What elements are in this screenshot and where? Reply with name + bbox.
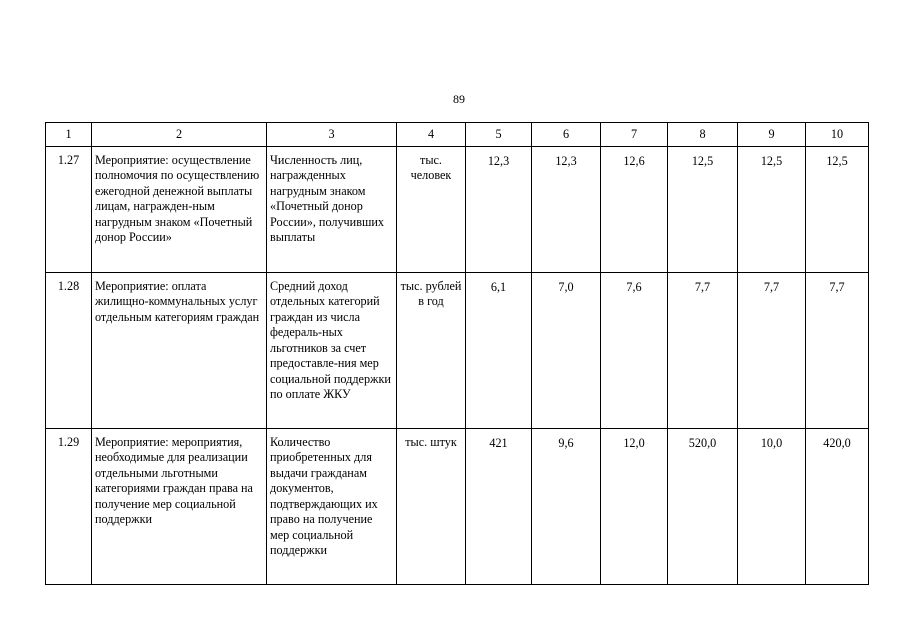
value-cell: 12,0: [601, 428, 668, 584]
unit-cell: тыс. штук: [397, 428, 466, 584]
value-cell: 12,3: [466, 146, 532, 272]
value-cell: 12,5: [738, 146, 806, 272]
row-code: 1.27: [46, 146, 92, 272]
column-header: 8: [668, 123, 738, 147]
value-cell: 7,7: [668, 272, 738, 428]
value-cell: 10,0: [738, 428, 806, 584]
column-header: 7: [601, 123, 668, 147]
column-header: 1: [46, 123, 92, 147]
value-cell: 7,7: [806, 272, 869, 428]
column-header: 3: [267, 123, 397, 147]
indicator-cell: Численность лиц, награжденных нагрудным знаком «Почетный донор России», получивших выплаты: [267, 146, 397, 272]
value-cell: 420,0: [806, 428, 869, 584]
table-row: [46, 146, 869, 272]
value-cell: 421: [466, 428, 532, 584]
column-header: 6: [532, 123, 601, 147]
column-header: 5: [466, 123, 532, 147]
table-row: [46, 428, 869, 584]
activity-cell: Мероприятие: мероприятия, необходимые для реализации отдельными льготными категориями граждан права на получение мер социальной поддержки: [92, 428, 267, 584]
value-cell: 7,7: [738, 272, 806, 428]
value-cell: 12,3: [532, 146, 601, 272]
column-header: 9: [738, 123, 806, 147]
value-cell: 9,6: [532, 428, 601, 584]
unit-cell: тыс. рублей в год: [397, 272, 466, 428]
table-row: [46, 272, 869, 428]
value-cell: 12,5: [806, 146, 869, 272]
row-code: 1.29: [46, 428, 92, 584]
value-cell: 12,6: [601, 146, 668, 272]
column-header: 4: [397, 123, 466, 147]
value-cell: 7,6: [601, 272, 668, 428]
value-cell: 12,5: [668, 146, 738, 272]
page-number: 89: [453, 92, 465, 106]
row-code: 1.28: [46, 272, 92, 428]
activity-cell: Мероприятие: осуществление полномочия по осуществлению ежегодной денежной выплаты лицам, награжден-ным нагрудным знаком «Почетный донор России»: [92, 146, 267, 272]
value-cell: 520,0: [668, 428, 738, 584]
indicator-cell: Средний доход отдельных категорий граждан из числа федераль-ных льготников за счет предоставле-ния мер социальной поддержки по оплате ЖКУ: [267, 272, 397, 428]
value-cell: 7,0: [532, 272, 601, 428]
column-header: 10: [806, 123, 869, 147]
column-header: 2: [92, 123, 267, 147]
activity-cell: Мероприятие: оплата жилищно-коммунальных услуг отдельным категориям граждан: [92, 272, 267, 428]
indicator-cell: Количество приобретенных для выдачи гражданам документов, подтверждающих их право на получение мер социальной поддержки: [267, 428, 397, 584]
unit-cell: тыс. человек: [397, 146, 466, 272]
table-header-row: [46, 123, 869, 147]
value-cell: 6,1: [466, 272, 532, 428]
data-table: [45, 122, 869, 585]
